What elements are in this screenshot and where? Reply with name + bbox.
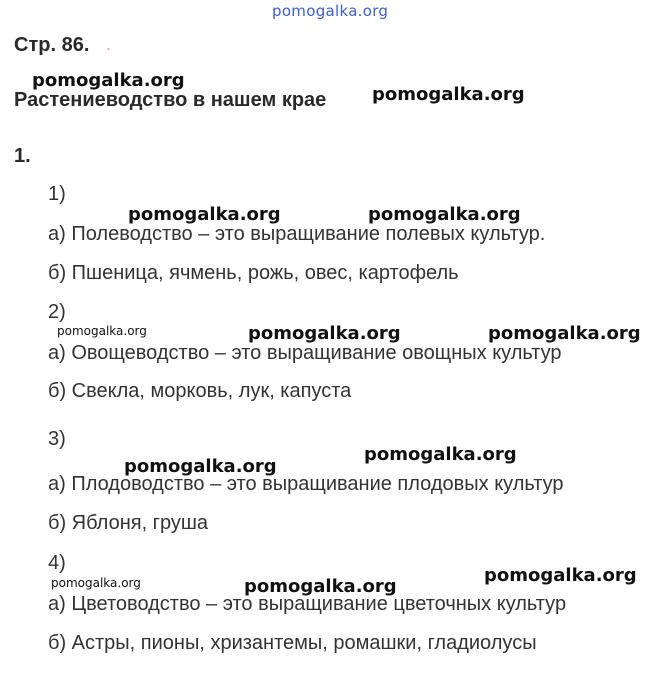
- task-number: 1.: [14, 145, 31, 167]
- section-title: Растениеводство в нашем крае: [14, 89, 327, 111]
- watermark: pomogalka.org: [32, 70, 185, 91]
- watermark: pomogalka.org: [364, 444, 517, 465]
- item-examples: б) Свекла, морковь, лук, капуста: [48, 380, 352, 402]
- watermark: pomogalka.org: [484, 565, 637, 586]
- page-mark: .: [106, 34, 112, 54]
- item-number: 2): [48, 301, 66, 323]
- item-definition: а) Плодоводство – это выращивание плодовых культур: [48, 473, 564, 495]
- item-definition: а) Цветоводство – это выращивание цветочных культур: [48, 593, 567, 615]
- watermark-top: pomogalka.org: [272, 2, 389, 20]
- watermark: pomogalka.org: [124, 456, 277, 477]
- watermark: pomogalka.org: [488, 323, 641, 344]
- item-examples: б) Яблоня, груша: [48, 512, 209, 534]
- item-number: 4): [48, 552, 66, 574]
- item-examples: б) Пшеница, ячмень, рожь, овес, картофель: [48, 262, 459, 284]
- item-examples: б) Астры, пионы, хризантемы, ромашки, гладиолусы: [48, 632, 537, 654]
- watermark: pomogalka.org: [51, 576, 141, 590]
- watermark: pomogalka.org: [244, 576, 397, 597]
- watermark: pomogalka.org: [128, 204, 281, 225]
- watermark: pomogalka.org: [57, 324, 147, 338]
- item-number: 3): [48, 428, 66, 450]
- item-definition: а) Овощеводство – это выращивание овощных культур: [48, 342, 562, 364]
- watermark: pomogalka.org: [248, 323, 401, 344]
- page-number: Стр. 86.: [14, 34, 90, 56]
- watermark: pomogalka.org: [372, 84, 525, 105]
- item-number: 1): [48, 183, 66, 205]
- item-definition: а) Полеводство – это выращивание полевых культур.: [48, 223, 546, 245]
- watermark: pomogalka.org: [368, 204, 521, 225]
